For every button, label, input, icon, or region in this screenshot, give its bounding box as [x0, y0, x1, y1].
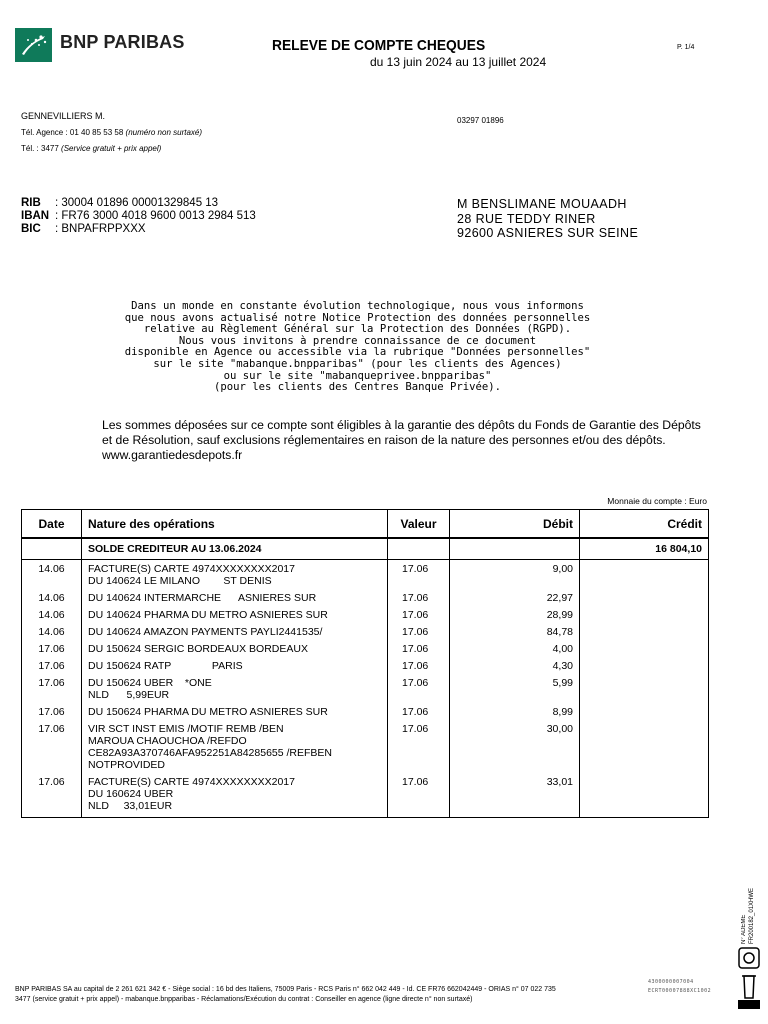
balance-credit: 16 804,10 [580, 538, 709, 560]
operation-debit: 33,01 [450, 773, 580, 818]
legal-footer-line1: BNP PARIBAS SA au capital de 2 261 621 342 € - Siège social : 16 bd des Italiens, 75009 Paris - RCS Paris n° 662 042 449 - Id. CE FR76 662042449 - ORIAS n° 07 022 735 [15, 986, 556, 993]
ademe-recycling-badge [735, 886, 763, 1011]
agency-phone-number: Tél. Agence : 01 40 85 53 58 [21, 128, 124, 137]
operation-nature: DU 150624 SERGIC BORDEAUX BORDEAUX [82, 640, 388, 657]
operation-debit: 4,00 [450, 640, 580, 657]
operation-date: 14.06 [22, 560, 82, 590]
table-row [22, 703, 709, 720]
document-code-1: 4300000007004 [648, 979, 694, 985]
statement-period: du 13 juin 2024 au 13 juillet 2024 [370, 55, 547, 69]
operation-nature: DU 150624 RATP PARIS [82, 657, 388, 674]
deposit-guarantee-link[interactable]: www.garantiedesdepots.fr [102, 448, 243, 462]
bic-value: : BNPAFRPPXXX [55, 223, 146, 235]
account-currency: Monnaie du compte : Euro [607, 496, 707, 506]
header-nature: Nature des opérations [82, 510, 388, 539]
account-number: 03297 01896 [457, 116, 504, 125]
table-row [22, 560, 709, 590]
operation-valeur: 17.06 [388, 640, 450, 657]
table-row [22, 674, 709, 703]
operation-valeur: 17.06 [388, 589, 450, 606]
operation-credit [580, 623, 709, 640]
bic-label: BIC [21, 223, 41, 235]
operation-debit: 22,97 [450, 589, 580, 606]
operation-debit: 84,78 [450, 623, 580, 640]
operation-credit [580, 657, 709, 674]
header-credit: Crédit [580, 510, 709, 539]
bic-line [21, 223, 146, 235]
client-name: M BENSLIMANE MOUAADH [457, 197, 627, 211]
operation-valeur: 17.06 [388, 674, 450, 703]
rib-label: RIB [21, 197, 41, 209]
operation-debit: 30,00 [450, 720, 580, 773]
operation-date: 14.06 [22, 623, 82, 640]
rib-line [21, 197, 218, 209]
operation-credit [580, 560, 709, 590]
operation-credit [580, 606, 709, 623]
iban-label: IBAN [21, 210, 50, 222]
table-row [22, 623, 709, 640]
legal-footer [15, 985, 625, 1005]
operation-date: 17.06 [22, 720, 82, 773]
operation-credit [580, 703, 709, 720]
operation-credit [580, 773, 709, 818]
service-phone-number: Tél. : 3477 [21, 144, 59, 153]
header-debit: Débit [450, 510, 580, 539]
operation-nature: DU 140624 INTERMARCHE ASNIERES SUR [82, 589, 388, 606]
operation-date: 14.06 [22, 589, 82, 606]
deposit-guarantee-text: Les sommes déposées sur ce compte sont éligibles à la garantie des dépôts du Fonds de Garantie des Dépôts et de Résolution, sauf exclusions réglementaires en raison de la nature des personnes et/ou des dépôts. [102, 418, 701, 447]
brand-name: BNP PARIBAS [60, 32, 185, 52]
operation-valeur: 17.06 [388, 720, 450, 773]
operation-credit [580, 589, 709, 606]
ademe-number: N° ADEME FR200182_01XHWE [741, 887, 755, 944]
operation-date: 14.06 [22, 606, 82, 623]
balance-valeur-cell [388, 538, 450, 560]
operation-credit [580, 640, 709, 657]
balance-date-cell [22, 538, 82, 560]
opening-balance-row [22, 538, 709, 560]
table-row [22, 589, 709, 606]
operation-valeur: 17.06 [388, 606, 450, 623]
operation-date: 17.06 [22, 703, 82, 720]
operation-date: 17.06 [22, 773, 82, 818]
page-number: P. 1/4 [677, 44, 695, 51]
client-address-line1: 28 RUE TEDDY RINER [457, 212, 596, 226]
operation-valeur: 17.06 [388, 560, 450, 590]
rib-value: : 30004 01896 00001329845 13 [55, 197, 219, 209]
table-row [22, 720, 709, 773]
operation-date: 17.06 [22, 674, 82, 703]
operation-date: 17.06 [22, 657, 82, 674]
operation-credit [580, 674, 709, 703]
agency-name: GENNEVILLIERS M. [21, 111, 106, 121]
service-phone-note: (Service gratuit + prix appel) [61, 144, 162, 153]
operation-nature: DU 140624 PHARMA DU METRO ASNIERES SUR [82, 606, 388, 623]
operation-nature: DU 150624 PHARMA DU METRO ASNIERES SUR [82, 703, 388, 720]
deposit-guarantee [102, 418, 712, 463]
operation-valeur: 17.06 [388, 773, 450, 818]
operation-valeur: 17.06 [388, 657, 450, 674]
bnp-logo-icon [15, 28, 52, 62]
operation-debit: 28,99 [450, 606, 580, 623]
document-code-2: ECRT00007888XC1002 [648, 988, 712, 994]
statement-title: RELEVE DE COMPTE CHEQUES [272, 37, 486, 54]
header-date: Date [22, 510, 82, 539]
legal-footer-line2: 3477 (service gratuit + prix appel) - mabanque.bnpparibas - Réclamations/Exécution du contrat : Conseiller en agence (ligne directe n° non surtaxé) [15, 996, 473, 1003]
table-row [22, 773, 709, 818]
operation-nature: FACTURE(S) CARTE 4974XXXXXXXX2017 DU 160624 UBER NLD 33,01EUR [82, 773, 388, 818]
operation-nature: FACTURE(S) CARTE 4974XXXXXXXX2017 DU 140624 LE MILANO ST DENIS [82, 560, 388, 590]
operation-debit: 5,99 [450, 674, 580, 703]
table-row [22, 606, 709, 623]
operation-nature: VIR SCT INST EMIS /MOTIF REMB /BEN MAROUA CHAOUCHOA /REFDO CE82A93A370746AFA952251A84285655 /REFBEN NOTPROVIDED [82, 720, 388, 773]
service-phone [21, 144, 161, 153]
operation-credit [580, 720, 709, 773]
table-row [22, 640, 709, 657]
gdpr-notice: Dans un monde en constante évolution technologique, nous vous informons que nous avons actualisé notre Notice Protection des données personnelles relative au Règlement Général sur la Protection des Données (RGPD). Nous vous invitons à prendre connaissance de ce document disponible en Agence ou accessible via la rubrique "Données personnelles" sur le site "mabanque.bnpparibas" (pour les clients des Agences) ou sur le site "mabanqueprivee.bnpparibas" (pour les clients des Centres Banque Privée). [124, 300, 591, 394]
table-row [22, 657, 709, 674]
operation-nature: DU 150624 UBER *ONE NLD 5,99EUR [82, 674, 388, 703]
operation-date: 17.06 [22, 640, 82, 657]
client-address-line2: 92600 ASNIERES SUR SEINE [457, 226, 639, 240]
agency-phone-note: (numéro non surtaxé) [125, 128, 203, 137]
iban-value: : FR76 3000 4018 9600 0013 2984 513 [55, 210, 256, 222]
operation-debit: 9,00 [450, 560, 580, 590]
balance-debit-cell [450, 538, 580, 560]
balance-label: SOLDE CREDITEUR AU 13.06.2024 [82, 538, 388, 560]
operation-nature: DU 140624 AMAZON PAYMENTS PAYLI2441535/ [82, 623, 388, 640]
operation-debit: 8,99 [450, 703, 580, 720]
table-header-row [22, 510, 709, 539]
operations-table [21, 509, 709, 818]
iban-line [21, 210, 256, 222]
header-valeur: Valeur [388, 510, 450, 539]
operation-valeur: 17.06 [388, 703, 450, 720]
operation-debit: 4,30 [450, 657, 580, 674]
agency-phone [21, 128, 202, 137]
operation-valeur: 17.06 [388, 623, 450, 640]
document-codes [648, 978, 711, 996]
